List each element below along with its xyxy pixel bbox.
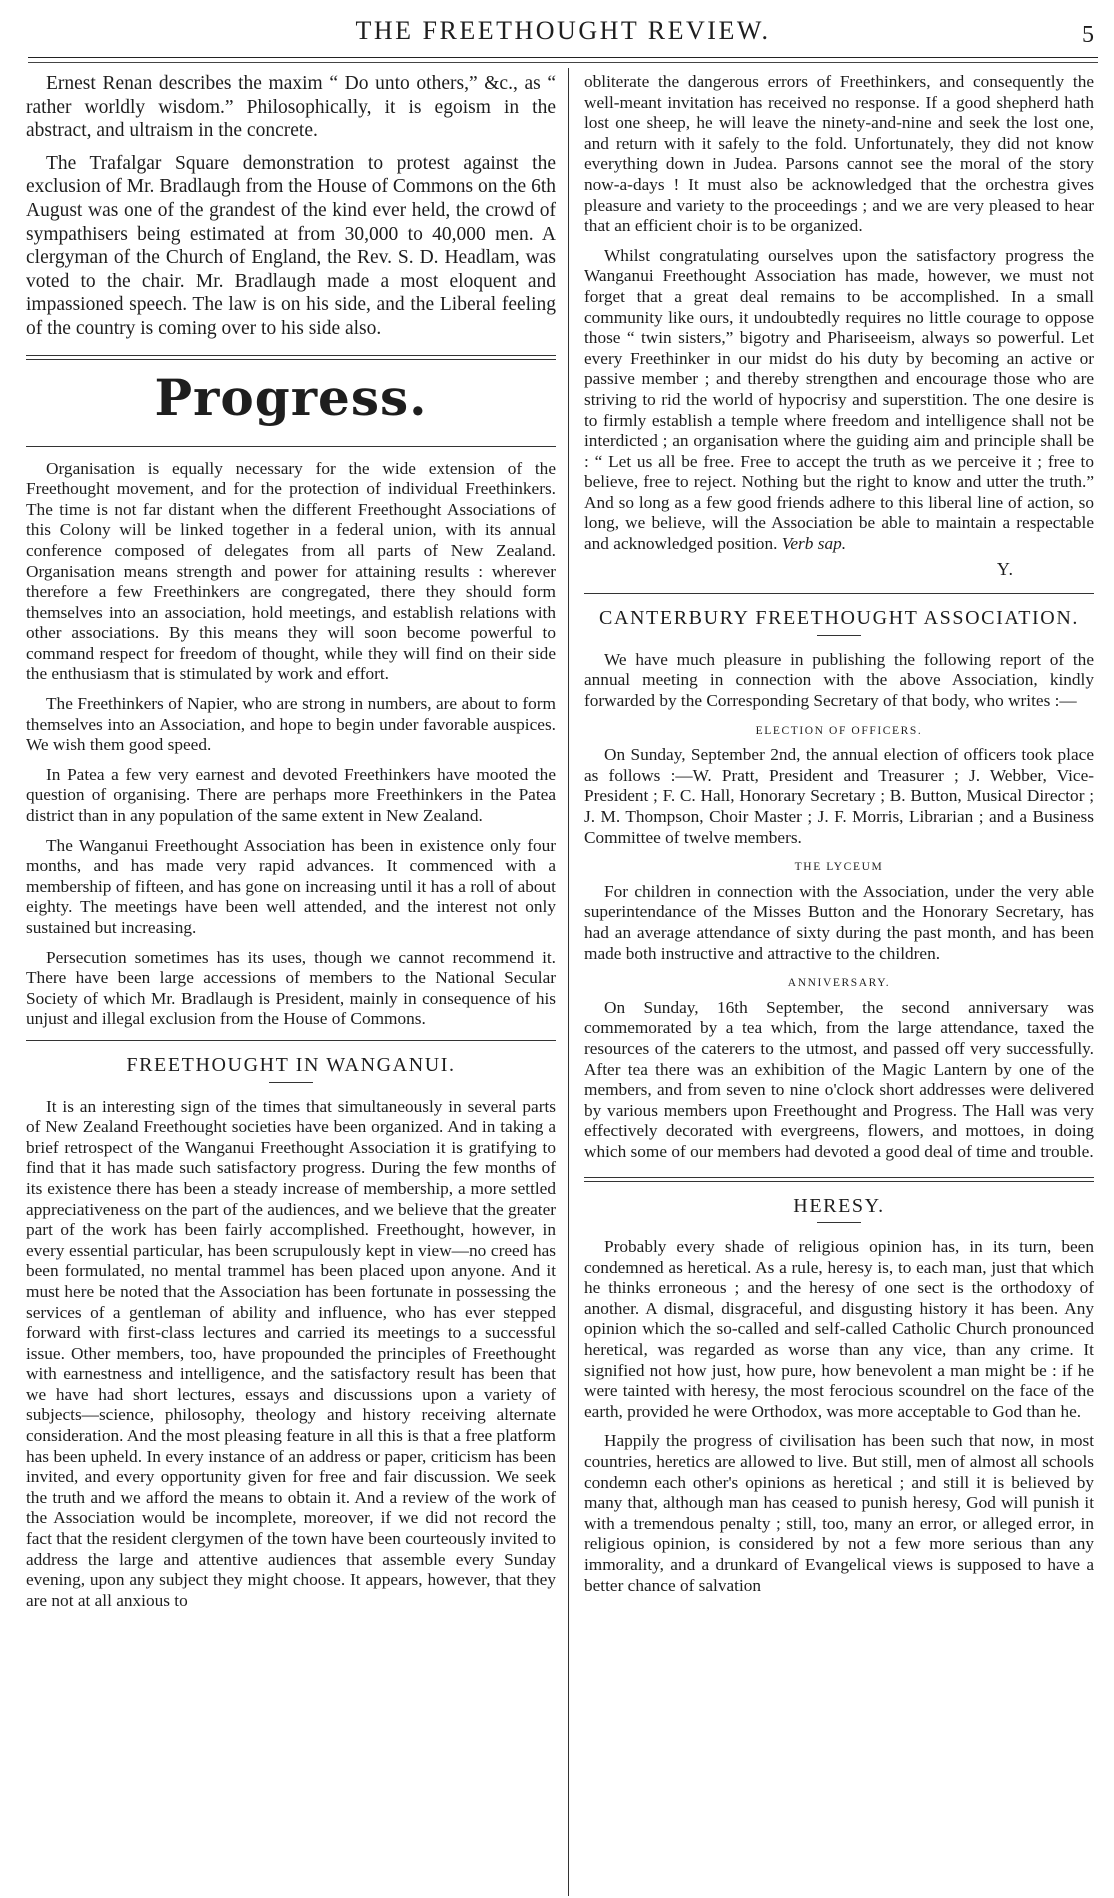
- masthead: [28, 0, 1098, 60]
- short-divider: [817, 1222, 861, 1223]
- section-divider: [584, 1177, 1094, 1182]
- wanganui-paragraph: It is an interesting sign of the times that simultaneously in several parts of New Zealand Freethought societies have been organized. And in taking a brief retrospect of the Wanganui Freethought Association it is gratifying to find that it has made such satisfactory progress. During the few months of its existence there has been a steady increase of membership, a more settled appreciativeness on the part of the audiences, and we believe that the greater part of the work has been fairly accomplished. Freethought, however, in every essential particular, has been scrupulously kept in view—no creed has been formulated, no mental trammel has been placed upon anyone. And it must here be noted that the Association has been fortunate in possessing the services of a gentleman of ability and influence, who has ever stepped forward with first-class lectures and carried its meetings to a successful issue. Other members, too, have propounded the principles of Freethought with earnestness and intelligence, and the satisfactory result has been that we have had short lectures, essays and discussions upon a variety of subjects—science, philosophy, theology and history receiving alternate consideration. And the most pleasing feature in all this is that a free platform has been upheld. In every instance of an address or paper, criticism has been invited, and every opportunity given for free and fair discussion. We seek the truth and we afford the means to obtain it. And a review of the work of the Association would be incomplete, moreover, if we did not record the fact that the resident clergymen of the town have been courteously invited to address the large and attentive audiences that assemble every Sunday evening, upon any subject they might choose. It appears, however, that they are not at all anxious to: [26, 1096, 556, 1610]
- section-divider: [26, 355, 556, 360]
- left-column: [26, 72, 556, 1620]
- author-initial: Y.: [996, 558, 1014, 579]
- progress-paragraph: Organisation is equally necessary for the wide extension of the Freethought movement, and for the protection of individual Freethinkers. The time is not far distant when the different Freethought Associations of this Colony will be linked together in a federal union, with its annual conference composed of delegates from all parts of New Zealand. Organisation means strength and power for attaining results : wherever therefore a few Freethinkers are congregated, there they should form themselves into an association, hold meetings, and establish relations with other associations. By this means they will soon become powerful to command respect for freedom of thought, while they will find on their side the enthusiasm that is stimulated by work and effort.: [26, 458, 556, 684]
- progress-paragraph: In Patea a few very earnest and devoted Freethinkers have mooted the question of organising. There are perhaps more Freethinkers in the Patea district than in any population of the same extent in New Zealand.: [26, 764, 556, 826]
- renan-paragraph: Ernest Renan describes the maxim “ Do unto others,” &c., as “ rather worldly wisdom.” Philosophically, it is egoism in the abstract, and ultraism in the concrete.: [26, 73, 556, 142]
- short-divider: [817, 635, 861, 636]
- progress-paragraph: Persecution sometimes has its uses, though we cannot recommend it. There have been large accessions of members to the National Secular Society of which Mr. Bradlaugh is President, mainly in consequence of his unjust and illegal exclusion from the House of Commons.: [26, 947, 556, 1029]
- short-divider: [269, 1082, 313, 1083]
- heresy-heading: HERESY.: [793, 1194, 885, 1217]
- continuation-paragraph: obliterate the dangerous errors of Freethinkers, and consequently the well-meant invitation has received no response. If a good shepherd hath lost one sheep, he will leave the ninety-and-nine and seek the lost one, and return with it safely to the fold. Unfortunately, they did not know everything down in Judea. Parsons cannot see the moral of the story now-a-days ! It must also be acknowledged that the orchestra gives pleasure and variety to the proceedings ; and we are very pleased to hear that an efficient choir is to be organized.: [584, 72, 1094, 236]
- section-divider: [26, 446, 556, 447]
- progress-paragraph: The Freethinkers of Napier, who are strong in numbers, are about to form themselves into an Association, and hope to begin under favorable auspices. We wish them good speed.: [26, 694, 556, 755]
- column-divider: [568, 68, 569, 1896]
- masthead-rule-secondary: [28, 62, 1098, 63]
- verb-sap: Verb sap.: [781, 534, 847, 554]
- heresy-paragraph: Happily the progress of civilisation has been such that now, in most countries, heretics are allowed to live. But still, men of almost all schools condemn each other's opinions as heretical ; and still it is believed by many that, although man has ceased to punish heresy, God will punish it with a tremendous penalty ; still, too, many an error, or alleged error, in religious opinion, is considered by not a few more serious than any immorality, and a drunkard of Evangelical views is supposed to have a better chance of salvation: [584, 1431, 1094, 1595]
- anniversary-subheading: ANNIVERSARY.: [787, 977, 891, 990]
- trafalgar-paragraph: The Trafalgar Square demonstration to protest against the exclusion of Mr. Bradlaugh from the House of Commons on the 6th August was one of the grandest of the kind ever held, the crowd of sympathisers being estimated at from 30,000 to 40,000 men. A clergyman of the Church of England, the Rev. S. D. Headlam, was voted to the chair. Mr. Bradlaugh made a most eloquent and impassioned speech. The law is on his side, and the Liberal feeling of the country is coming over to his side also.: [26, 152, 556, 339]
- page-number: 5: [1082, 22, 1094, 48]
- anniversary-paragraph: On Sunday, 16th September, the second anniversary was commemorated by a tea which, from the large attendance, taxed the resources of the caterers to the utmost, and passed off very successfully. After tea there was an exhibition of the Magic Lantern by one of the members, and from seven to nine o'clock short addresses were delivered by various members upon Freethought and Progress. The Hall was very effectively decorated with evergreens, flowers, and mottoes, in doing which some of our members had devoted a good deal of time and trouble.: [584, 997, 1094, 1161]
- section-divider: [584, 593, 1094, 594]
- lyceum-paragraph: For children in connection with the Association, under the very able superintendance of the Misses Button and the Honorary Secretary, has had an average attendance of sixty during the past month, and has been made both instructive and attractive to the children.: [584, 881, 1094, 963]
- publication-title: THE FREETHOUGHT REVIEW.: [355, 16, 771, 45]
- continuation-text: Whilst congratulating ourselves upon the satisfactory progress the Wanganui Freethought Association has made, however, we must not forget that a great deal remains to be accomplished. In a small community like ours, it undoubtedly requires no little courage to oppose those “ twin sisters,” bigotry and Phariseeism, always so powerful. Let every Freethinker in our midst do his duty by becoming an active or passive member ; and thereby strengthen and encourage those who are striving to rid the world of hypocrisy and superstition. The one desire is to firmly establish a temple where freedom and intelligence shall not be interdicted ; an organisation where the guiding aim and principle shall be : “ Let us all be free. Free to accept the truth as we perceive it ; free to believe, free to reject. Nothing but the right to know and utter the truth.” And so long as a few good friends adhere to this liberal line of action, so long, we believe, will the Association be able to maintain a respectable and acknowledged position.: [584, 245, 1094, 554]
- section-divider: [26, 1040, 556, 1041]
- wanganui-heading: FREETHOUGHT IN WANGANUI.: [126, 1053, 456, 1076]
- heresy-paragraph: Probably every shade of religious opinion has, in its turn, been condemned as heretical. As a rule, heresy is, to each man, just that which he thinks erroneous ; and the heresy of one sect is the orthodoxy of another. A dismal, disgraceful, and disgusting history it has been. Any opinion which the so-called and self-called Catholic Church pronounced heretical, was regarded as worse than any vice, than any crime. It signified not how just, how pure, how benevolent a man might be : if he were tainted with heresy, the most ferocious scoundrel on the face of the earth, provided he were Orthodox, was more acceptable to God than he.: [584, 1237, 1094, 1421]
- progress-heading: Progress.: [154, 367, 428, 427]
- canterbury-intro: We have much pleasure in publishing the following report of the annual meeting in connection with the above Association, kindly forwarded by the Corresponding Secretary of that body, who writes :—: [584, 649, 1094, 711]
- canterbury-heading: CANTERBURY FREETHOUGHT ASSOCIATION.: [599, 607, 1079, 630]
- masthead-rule: [28, 57, 1098, 58]
- lyceum-subheading: THE LYCEUM: [794, 861, 884, 874]
- right-column: [584, 72, 1094, 1605]
- progress-paragraph: The Wanganui Freethought Association has been in existence only four months, and has made very rapid advances. It commenced with a membership of fifteen, and has gone on increasing until it has a roll of about eighty. The meetings have been well attended, and the interest not only sustained but increasing.: [26, 835, 556, 937]
- election-subheading: ELECTION OF OFFICERS.: [755, 724, 923, 737]
- election-paragraph: On Sunday, September 2nd, the annual election of officers took place as follows :—W. Pratt, President and Treasurer ; J. Webber, Vice-President ; F. C. Hall, Honorary Secretary ; B. Button, Musical Director ; J. M. Thompson, Choir Master ; J. F. Morris, Librarian ; and a Business Committee of twelve members.: [584, 745, 1094, 847]
- continuation-paragraph: [584, 246, 1094, 555]
